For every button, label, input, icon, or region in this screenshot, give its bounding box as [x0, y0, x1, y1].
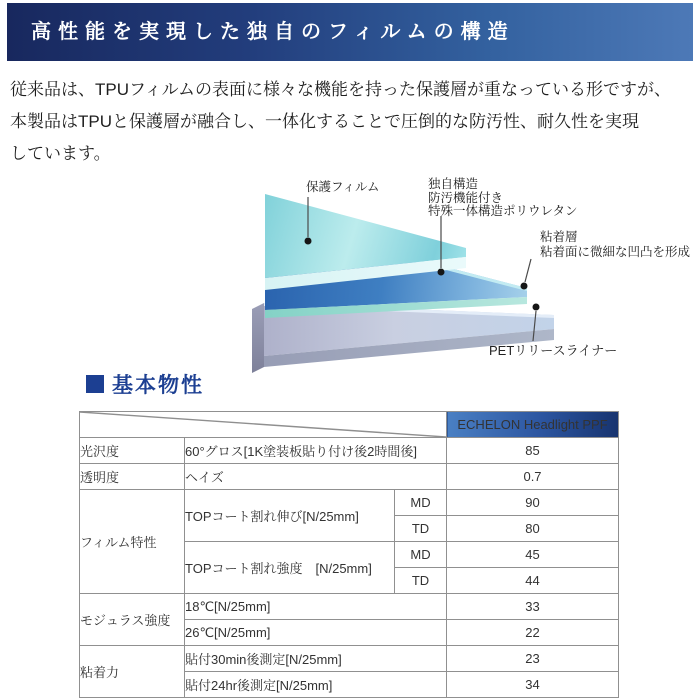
cell-test: TOPコート割れ強度 [N/25mm] — [185, 542, 395, 594]
cell-test: TOPコート割れ伸び[N/25mm] — [185, 490, 395, 542]
cell-category: 粘着力 — [80, 646, 185, 698]
cell-category: フィルム特性 — [80, 490, 185, 594]
cell-direction: TD — [395, 568, 447, 594]
cell-value: 0.7 — [447, 464, 619, 490]
cell-value: 44 — [447, 568, 619, 594]
table-row — [80, 646, 619, 672]
label-unique-structure — [428, 178, 578, 219]
label-line: 特殊一体構造ポリウレタン — [428, 204, 578, 218]
cell-test: 18℃[N/25mm] — [185, 594, 447, 620]
cell-category: 光沢度 — [80, 438, 185, 464]
table-row — [80, 438, 619, 464]
label-protective-film: 保護フィルム — [306, 180, 380, 194]
basic-properties-table — [79, 411, 619, 698]
label-adhesive-layer — [540, 230, 690, 260]
cell-value: 33 — [447, 594, 619, 620]
properties-table — [79, 411, 619, 698]
cell-test: 26℃[N/25mm] — [185, 620, 447, 646]
label-pet-liner: PETリリースライナー — [489, 343, 618, 358]
section-bullet-square — [86, 375, 104, 393]
intro-line: しています。 — [10, 144, 111, 163]
table-row — [80, 490, 619, 516]
cell-direction: MD — [395, 542, 447, 568]
cell-test: 貼付30min後測定[N/25mm] — [185, 646, 447, 672]
table-row — [80, 464, 619, 490]
cell-value: 22 — [447, 620, 619, 646]
cell-category: モジュラス強度 — [80, 594, 185, 646]
section-title: 基本物性 — [112, 374, 204, 397]
pointer-dot — [305, 238, 312, 245]
cell-direction: MD — [395, 490, 447, 516]
pointer-dot — [533, 304, 540, 311]
corner-cell — [80, 412, 447, 438]
table-header-row — [80, 412, 619, 438]
label-line: 粘着層 — [540, 230, 578, 244]
diagonal-line — [80, 412, 446, 437]
cell-direction: TD — [395, 516, 447, 542]
table-row — [80, 594, 619, 620]
cell-value: 90 — [447, 490, 619, 516]
cell-test: ヘイズ — [185, 464, 447, 490]
section-heading — [86, 369, 204, 399]
cell-value: 34 — [447, 672, 619, 698]
page-title: 高性能を実現した独自のフィルムの構造 — [31, 21, 515, 43]
cell-value: 23 — [447, 646, 619, 672]
intro-line: 本製品はTPUと保護層が融合し、一体化することで圧倒的な防汚性、耐久性を実現 — [10, 112, 639, 131]
cell-test: 貼付24hr後測定[N/25mm] — [185, 672, 447, 698]
pointer-dot — [438, 269, 445, 276]
pointer-dot — [521, 283, 528, 290]
cell-value: 45 — [447, 542, 619, 568]
label-line: 独自構造 — [428, 177, 479, 191]
cell-test: 60°グロス[1K塗装板貼り付け後2時間後] — [185, 438, 447, 464]
label-line: 防汚機能付き — [428, 190, 504, 205]
product-column-header: ECHELON Headlight PPF — [447, 412, 619, 438]
leader-line-adhesive — [525, 259, 531, 282]
cell-value: 80 — [447, 516, 619, 542]
intro-line: 従来品は、TPUフィルムの表面に様々な機能を持った保護層が重なっている形ですが、 — [10, 80, 671, 99]
cell-category: 透明度 — [80, 464, 185, 490]
label-line: 粘着面に微細な凹凸を形成 — [540, 245, 691, 259]
cell-value: 85 — [447, 438, 619, 464]
